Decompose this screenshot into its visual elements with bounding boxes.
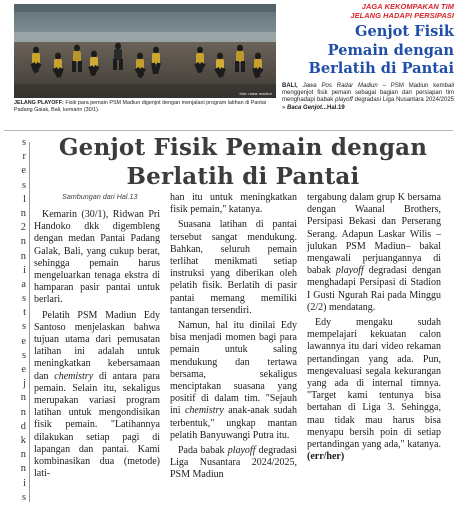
col2-paragraph-3-text-b: anak-anak sudah terbentuk," ungkap mantan pelatih Banyuwangi Putra itu. [170, 405, 297, 441]
continued-from-note: Sambungan dari Hal.13 [62, 192, 138, 201]
cut-column-fragment [6, 136, 26, 506]
article-headline [34, 134, 452, 191]
teaser-headline [282, 23, 454, 79]
teaser-headline-line-1: Genjot Fisik [355, 23, 454, 40]
gutter-char: s [21, 137, 26, 148]
gutter-char: n [20, 449, 26, 461]
gutter-char: n [20, 207, 26, 219]
teaser-body-text: – PSM Madiun kembali menggenjot fisik pemain sebagai bagian dari persiapan tim menghadapi babak [282, 82, 454, 104]
col3-paragraph-1 [307, 192, 441, 314]
article [34, 134, 452, 512]
col1-paragraph-2-text-b: di antara para pemain. Selain itu, sekaligus merupakan variasi program latihan untuk mengondisikan fisik pemain. "Latihannya dilakukan setiap pagi di lapangan dan pantai. Kami kombinasikan dua (metode) lati- [34, 370, 160, 480]
gutter-char: e [21, 364, 26, 375]
teaser-page-reference-label: Baca Genjot... [287, 104, 328, 111]
col1-paragraph-2-italic: chemistry [54, 370, 94, 382]
photo-caption-label: JELANG PLAYOFF: [14, 100, 64, 106]
gutter-char: s [21, 491, 26, 503]
gutter-char: r [22, 151, 26, 163]
col1-paragraph-2-text-a: Pelatih PSM Madiun Edy Santoso menjelaskan bahwa tujuan utama dari pemusatan latihan ini adalah untuk meningkatkan kebersamaan dan [34, 309, 160, 382]
teaser-body-text-2: degradasi Liga Nusantara 2024/2025 » [282, 97, 454, 111]
col2-paragraph-3 [170, 320, 297, 442]
col3-paragraph-1-text-b: degradasi dengan menghadapi Persipasi di Stadion I Gusti Ngurah Rai pada Minggu (2/2) mendatang. [307, 265, 441, 313]
col3-paragraph-2 [307, 317, 441, 463]
teaser-source: Jawa Pos Radar Madiun [297, 82, 378, 89]
photo-credit: foto: radar madiun [239, 91, 272, 96]
photo-caption-text: Fisik para pemain PSM Madiun digenjot dengan menjalani program latihan di Pantai Padang Galak, Bali, kemarin (30/1). [14, 100, 267, 113]
gutter-char: l [23, 193, 26, 205]
col3-paragraph-1-text-a: tergabung dalam grup K bersama dengan Waanal Brothers, Persipasi Bekasi dan Perserang Serang. Adapun Laskar Wilis –julukan PSM Madiun– bakal mengawali perjuangannya di babak [307, 192, 441, 277]
teaser-story [282, 2, 454, 130]
column-rule [29, 142, 30, 502]
article-headline-line-1: Genjot Fisik Pemain dengan [58, 134, 428, 161]
gutter-char: t [23, 307, 26, 319]
gutter-char: i [23, 477, 26, 489]
gutter-char: n [20, 392, 26, 404]
gutter-char: s [21, 293, 26, 305]
teaser-body-playoff: playoff [335, 97, 353, 104]
gutter-char: n [20, 406, 26, 418]
teaser-headline-line-3: Berlatih di Pantai [308, 60, 454, 77]
col2-paragraph-4 [170, 445, 297, 482]
gutter-char: d [20, 420, 26, 432]
col2-paragraph-1: han itu untuk meningkatkan fisik pemain," katanya. [170, 192, 297, 216]
section-divider [4, 130, 453, 131]
article-column-2 [170, 192, 297, 482]
col2-paragraph-4-text-a: Pada babak [178, 445, 228, 457]
article-column-3 [307, 192, 441, 463]
col3-paragraph-2-text: Edy mengaku sudah mempelajari kekuatan calon lawannya itu dari video rekaman pertandingan yang ada. Pun, mengevaluasi segala kekurangan yang ada di internal timnya. "Target kami tentunya bisa bertahan di Liga 3. Sehingga, mau tidak mau harus bisa menyapu bersih poin di setiap pertandingan yang ada," katanya. [307, 317, 441, 451]
gutter-char: n [20, 250, 26, 262]
col2-paragraph-4-italic: playoff [227, 445, 256, 457]
gutter-char: a [21, 278, 26, 290]
article-column-1 [34, 192, 160, 480]
col2-paragraph-3-text-a: Namun, hal itu dinilai Edy bisa menjadi momen bagi para pemain untuk saling mendukung dan tertawa bersama, sekaligus menciptakan suasana yang positif di dalam tim. "Sejauh ini [170, 320, 297, 417]
teaser-dateline: BALI, [282, 82, 298, 89]
gutter-char: n [20, 236, 26, 248]
teaser-kicker-line-1: JAGA KEKOMPAKAN TIM [361, 2, 454, 11]
gutter-char: s [21, 349, 26, 361]
gutter-char: i [23, 264, 26, 276]
article-headline-line-2: Berlatih di Pantai [126, 162, 360, 190]
col3-paragraph-1-italic: playoff [335, 265, 364, 277]
gutter-char: j [23, 378, 26, 390]
gutter-char: e [21, 335, 26, 347]
gutter-char: n [20, 463, 26, 475]
col2-paragraph-2: Suasana latihan di pantai tersebut sangat mendukung. Bahkan, seluruh pemain terlihat menikmati setiap instruksi yang diberikan oleh pelatih fisik. Berlatih di pasir pantai memang memiliki tantangan tersendiri. [170, 219, 297, 316]
teaser-body [282, 83, 454, 113]
gutter-char: k [20, 434, 26, 446]
col2-paragraph-4-text-b: degradasi Liga Nusantara 2024/2025, PSM Madiun [170, 445, 297, 481]
teaser-kicker-line-2: JELANG HADAPI PERSIPASI [350, 11, 454, 20]
col1-paragraph-2 [34, 310, 160, 481]
col2-paragraph-3-italic: chemistry [184, 405, 224, 417]
gutter-char: s [21, 321, 26, 333]
gutter-char: e [21, 165, 26, 177]
beach-training-photo [14, 4, 276, 98]
author-signature: (err/her) [307, 451, 345, 463]
photo-caption [14, 100, 276, 114]
front-page-teaser [0, 0, 457, 132]
gutter-char: 2 [20, 222, 26, 234]
training-photo [14, 4, 276, 98]
teaser-headline-line-2: Pemain dengan [327, 41, 454, 59]
col1-paragraph-1: Kemarin (30/1), Ridwan Pri Handoko dkk digembleng dengan medan Pantai Padang Galak, Bali, yang cukup berat, sehingga pemain harus mengeluarkan tenaga ekstra di hamparan pasir pantai untuk berlari. [34, 209, 160, 306]
gutter-char: s [21, 179, 26, 191]
teaser-page-reference-page: Hal.19 [327, 104, 345, 111]
